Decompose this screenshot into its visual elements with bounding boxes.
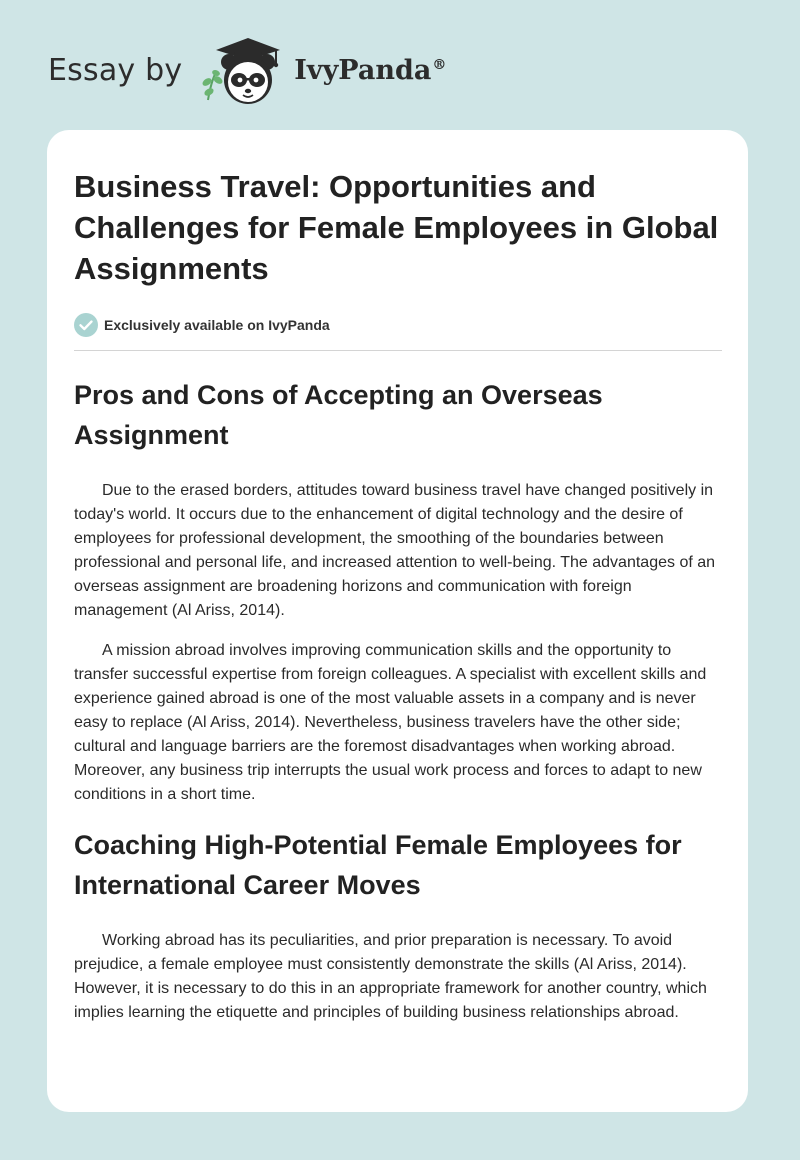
brand-name xyxy=(294,55,446,86)
exclusive-badge xyxy=(74,311,722,339)
section-coaching xyxy=(74,825,722,1025)
brand-prefix: Essay by xyxy=(48,52,183,88)
paragraph: A mission abroad involves improving communication skills and the opportunity to transfer successful expertise from foreign colleagues. A specialist with excellent skills and experience gained abroad is one of the most valuable assets in a company and is never easy to replace (Al Ariss, 2014). Nevertheless, business travelers have the other side; cultural and language barriers are the foremost disadvantages when working abroad. Moreover, any business trip interrupts the usual work process and forces to adapt to new conditions in a short time. xyxy=(74,642,707,803)
article-title: Business Travel: Opportunities and Challenges for Female Employees in Global Assignments xyxy=(74,169,719,286)
section-heading: Pros and Cons of Accepting an Overseas Assignment xyxy=(74,380,603,450)
article-card xyxy=(47,130,748,1112)
paragraph: Due to the erased borders, attitudes toward business travel have changed positively in today's world. It occurs due to the enhancement of digital technology and the desire of employees for professional development, the smoothing of the boundaries between professional and personal life, and increased attention to well-being. The advantages of an overseas assignment are broadening horizons and communication with foreign management (Al Ariss, 2014). xyxy=(74,482,716,619)
check-icon xyxy=(74,313,98,337)
brand-name-text: IvyPanda xyxy=(294,54,432,86)
brand-header[interactable] xyxy=(48,30,446,110)
section-heading: Coaching High-Potential Female Employees for International Career Moves xyxy=(74,830,682,900)
divider xyxy=(74,350,722,351)
panda-graduate-logo-icon xyxy=(196,30,288,110)
registered-mark: ® xyxy=(432,56,447,73)
badge-text: Exclusively available on IvyPanda xyxy=(104,317,330,333)
paragraph: Working abroad has its peculiarities, and prior preparation is necessary. To avoid prejudice, a female employee must consistently demonstrate the skills (Al Ariss, 2014). However, it is necessary to do this in an appropriate framework for another country, which implies learning the etiquette and principles of building business relationships abroad. xyxy=(74,932,707,1021)
section-pros-cons xyxy=(74,375,722,807)
